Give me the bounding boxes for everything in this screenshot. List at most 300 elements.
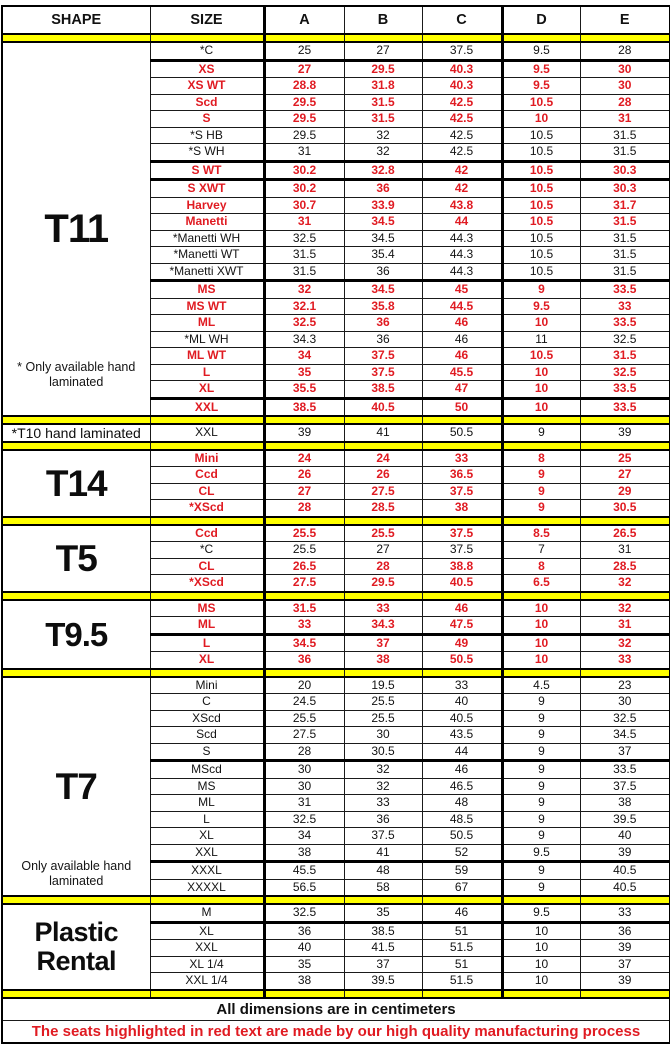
value-cell: 45.5 [264, 862, 344, 880]
value-cell: 31.5 [580, 230, 670, 247]
divider-cell [580, 416, 670, 424]
value-cell: 20 [264, 677, 344, 694]
footer-row [2, 1020, 670, 1043]
size-cell: XXXXL [150, 879, 264, 896]
value-cell: 28 [264, 743, 344, 761]
size-cell: ML [150, 617, 264, 635]
value-cell: 37 [344, 956, 422, 973]
size-cell: MS WT [150, 298, 264, 315]
value-cell: 31.5 [580, 127, 670, 144]
value-cell: 28 [580, 94, 670, 111]
value-cell: 10.5 [502, 263, 580, 281]
size-cell: XScd [150, 710, 264, 727]
value-cell: 25 [264, 42, 344, 60]
value-cell: 10.5 [502, 127, 580, 144]
column-header: D [502, 6, 580, 34]
divider-cell [264, 416, 344, 424]
table-row [2, 600, 670, 617]
column-header: SIZE [150, 6, 264, 34]
table-row [2, 424, 670, 442]
value-cell: 32.5 [264, 811, 344, 828]
value-cell: 48.5 [422, 811, 502, 828]
value-cell: 25.5 [344, 710, 422, 727]
red-highlight-note: The seats highlighted in red text are made by our high quality manufacturing process [2, 1020, 670, 1043]
value-cell: 42 [422, 180, 502, 198]
value-cell: 42.5 [422, 111, 502, 128]
value-cell: 36 [344, 315, 422, 332]
divider-cell [2, 416, 150, 424]
table-row [2, 525, 670, 542]
size-cell: S XWT [150, 180, 264, 198]
value-cell: 31 [580, 617, 670, 635]
value-cell: 34.5 [344, 281, 422, 299]
value-cell: 35 [264, 364, 344, 381]
value-cell: 37.5 [422, 542, 502, 559]
value-cell: 10.5 [502, 230, 580, 247]
size-cell: MS [150, 600, 264, 617]
value-cell: 67 [422, 879, 502, 896]
value-cell: 30.2 [264, 180, 344, 198]
value-cell: 31.5 [580, 247, 670, 264]
value-cell: 32 [264, 281, 344, 299]
value-cell: 24.5 [264, 694, 344, 711]
value-cell: 25 [580, 450, 670, 467]
size-cell: *S WH [150, 144, 264, 162]
value-cell: 30 [580, 694, 670, 711]
divider-cell [264, 669, 344, 677]
divider-cell [344, 416, 422, 424]
divider-cell [344, 442, 422, 450]
shape-cell [2, 525, 150, 592]
value-cell: 45.5 [422, 364, 502, 381]
value-cell: 28.5 [344, 500, 422, 517]
value-cell: 38 [422, 500, 502, 517]
value-cell: 32 [344, 144, 422, 162]
value-cell: 27.5 [264, 575, 344, 592]
value-cell: 32.1 [264, 298, 344, 315]
value-cell: 9 [502, 761, 580, 779]
divider-cell [422, 990, 502, 998]
value-cell: 32 [580, 634, 670, 652]
size-cell: XXL [150, 940, 264, 957]
value-cell: 28 [580, 42, 670, 60]
value-cell: 31.7 [580, 197, 670, 214]
size-cell: *C [150, 42, 264, 60]
value-cell: 39 [264, 424, 344, 442]
value-cell: 40.5 [422, 575, 502, 592]
value-cell: 36 [580, 922, 670, 940]
value-cell: 40.5 [580, 862, 670, 880]
value-cell: 33 [422, 677, 502, 694]
divider-cell [344, 592, 422, 600]
size-cell: ML [150, 795, 264, 812]
value-cell: 9 [502, 862, 580, 880]
value-cell: 36 [264, 652, 344, 669]
table-row [2, 450, 670, 467]
divider-cell [344, 896, 422, 904]
size-cell: *XScd [150, 500, 264, 517]
size-cell: XL [150, 381, 264, 399]
value-cell: 30.5 [344, 743, 422, 761]
size-cell: S [150, 111, 264, 128]
value-cell: 25.5 [264, 710, 344, 727]
divider-cell [422, 896, 502, 904]
size-cell: *Manetti WH [150, 230, 264, 247]
value-cell: 32.5 [264, 230, 344, 247]
divider-cell [2, 669, 150, 677]
value-cell: 40.5 [422, 710, 502, 727]
value-cell: 33.5 [580, 281, 670, 299]
value-cell: 9 [502, 743, 580, 761]
shape-note: * Only available hand laminated [17, 360, 136, 389]
value-cell: 36 [344, 180, 422, 198]
table-row [2, 42, 670, 60]
value-cell: 10.5 [502, 144, 580, 162]
value-cell: 31 [264, 214, 344, 231]
value-cell: 38 [580, 795, 670, 812]
divider-cell [150, 34, 264, 42]
size-cell: Ccd [150, 467, 264, 484]
value-cell: 44.3 [422, 263, 502, 281]
value-cell: 35.4 [344, 247, 422, 264]
value-cell: 11 [502, 331, 580, 348]
divider-cell [502, 34, 580, 42]
value-cell: 10.5 [502, 180, 580, 198]
value-cell: 9.5 [502, 298, 580, 315]
value-cell: 10 [502, 364, 580, 381]
divider-cell [344, 669, 422, 677]
value-cell: 45 [422, 281, 502, 299]
shape-label: T5 [55, 537, 97, 579]
value-cell: 47.5 [422, 617, 502, 635]
value-cell: 50 [422, 398, 502, 416]
value-cell: 10 [502, 111, 580, 128]
divider-cell [264, 34, 344, 42]
value-cell: 40.3 [422, 78, 502, 95]
value-cell: 10 [502, 973, 580, 990]
value-cell: 10 [502, 652, 580, 669]
size-cell: XS [150, 60, 264, 78]
value-cell: 26 [344, 467, 422, 484]
shape-cell [2, 450, 150, 517]
divider-cell [422, 416, 502, 424]
value-cell: 34.3 [264, 331, 344, 348]
value-cell: 9 [502, 483, 580, 500]
divider-cell [264, 896, 344, 904]
divider-cell [580, 517, 670, 525]
value-cell: 51 [422, 956, 502, 973]
divider-cell [344, 34, 422, 42]
value-cell: 4.5 [502, 677, 580, 694]
value-cell: 38.5 [264, 398, 344, 416]
value-cell: 39 [580, 940, 670, 957]
value-cell: 30 [344, 727, 422, 744]
value-cell: 30 [264, 778, 344, 795]
value-cell: 51 [422, 922, 502, 940]
size-cell: CL [150, 483, 264, 500]
shape-note: Only available hand laminated [21, 859, 132, 888]
value-cell: 35.8 [344, 298, 422, 315]
shape-cell [2, 904, 150, 990]
value-cell: 42.5 [422, 127, 502, 144]
divider-row [2, 34, 670, 42]
value-cell: 33 [422, 450, 502, 467]
value-cell: 36 [264, 922, 344, 940]
value-cell: 10.5 [502, 214, 580, 231]
value-cell: 8 [502, 450, 580, 467]
value-cell: 19.5 [344, 677, 422, 694]
divider-cell [2, 442, 150, 450]
size-cell: Mini [150, 450, 264, 467]
divider-cell [502, 896, 580, 904]
value-cell: 10.5 [502, 247, 580, 264]
value-cell: 26.5 [580, 525, 670, 542]
value-cell: 9 [502, 467, 580, 484]
value-cell: 27 [264, 60, 344, 78]
size-cell: Harvey [150, 197, 264, 214]
value-cell: 10 [502, 617, 580, 635]
value-cell: 31 [580, 542, 670, 559]
value-cell: 27 [344, 542, 422, 559]
value-cell: 25.5 [264, 525, 344, 542]
value-cell: 31 [264, 795, 344, 812]
size-cell: *Manetti WT [150, 247, 264, 264]
value-cell: 31.5 [580, 263, 670, 281]
size-cell: *Manetti XWT [150, 263, 264, 281]
value-cell: 50.5 [422, 828, 502, 845]
divider-cell [150, 990, 264, 998]
value-cell: 24 [264, 450, 344, 467]
header-row [2, 6, 670, 34]
value-cell: 30 [580, 60, 670, 78]
shape-label: T11 [44, 207, 109, 251]
value-cell: 37.5 [344, 348, 422, 365]
divider-cell [580, 442, 670, 450]
column-header: A [264, 6, 344, 34]
value-cell: 29.5 [264, 94, 344, 111]
value-cell: 24 [344, 450, 422, 467]
divider-cell [502, 517, 580, 525]
divider-cell [150, 896, 264, 904]
divider-cell [502, 416, 580, 424]
value-cell: 39.5 [344, 973, 422, 990]
value-cell: 46.5 [422, 778, 502, 795]
value-cell: 37.5 [422, 525, 502, 542]
value-cell: 41 [344, 424, 422, 442]
value-cell: 34.5 [344, 230, 422, 247]
value-cell: 42.5 [422, 94, 502, 111]
value-cell: 29.5 [264, 111, 344, 128]
value-cell: 9.5 [502, 60, 580, 78]
value-cell: 10 [502, 600, 580, 617]
value-cell: 36 [344, 811, 422, 828]
divider-row [2, 990, 670, 998]
value-cell: 32 [344, 778, 422, 795]
value-cell: 9.5 [502, 42, 580, 60]
value-cell: 32.8 [344, 161, 422, 180]
value-cell: 6.5 [502, 575, 580, 592]
value-cell: 9.5 [502, 904, 580, 922]
value-cell: 9 [502, 694, 580, 711]
value-cell: 27.5 [264, 727, 344, 744]
divider-cell [580, 896, 670, 904]
size-cell: Ccd [150, 525, 264, 542]
divider-cell [150, 517, 264, 525]
value-cell: 31.5 [344, 111, 422, 128]
value-cell: 9.5 [502, 78, 580, 95]
value-cell: 41.5 [344, 940, 422, 957]
value-cell: 29.5 [264, 127, 344, 144]
value-cell: 51.5 [422, 973, 502, 990]
size-cell: XL [150, 828, 264, 845]
value-cell: 33 [580, 298, 670, 315]
value-cell: 38.5 [344, 381, 422, 399]
value-cell: 44.3 [422, 247, 502, 264]
value-cell: 37.5 [422, 42, 502, 60]
value-cell: 47 [422, 381, 502, 399]
value-cell: 46 [422, 315, 502, 332]
value-cell: 23 [580, 677, 670, 694]
divider-cell [422, 34, 502, 42]
divider-cell [422, 517, 502, 525]
size-cell: CL [150, 558, 264, 575]
value-cell: 32.5 [264, 904, 344, 922]
shape-label: Plastic Rental [34, 917, 119, 976]
value-cell: 31.5 [580, 214, 670, 231]
shape-cell [2, 677, 150, 897]
size-cell: L [150, 364, 264, 381]
size-cell: C [150, 694, 264, 711]
divider-cell [150, 442, 264, 450]
value-cell: 50.5 [422, 424, 502, 442]
size-cell: MS [150, 281, 264, 299]
value-cell: 43.8 [422, 197, 502, 214]
divider-cell [502, 592, 580, 600]
value-cell: 36 [344, 263, 422, 281]
value-cell: 34.3 [344, 617, 422, 635]
value-cell: 46 [422, 904, 502, 922]
value-cell: 30.2 [264, 161, 344, 180]
divider-cell [580, 34, 670, 42]
value-cell: 51.5 [422, 940, 502, 957]
value-cell: 43.5 [422, 727, 502, 744]
divider-cell [580, 990, 670, 998]
divider-cell [150, 669, 264, 677]
divider-cell [502, 669, 580, 677]
value-cell: 32.5 [580, 331, 670, 348]
value-cell: 10 [502, 398, 580, 416]
divider-row [2, 669, 670, 677]
value-cell: 42.5 [422, 144, 502, 162]
value-cell: 33.5 [580, 315, 670, 332]
value-cell: 39 [580, 424, 670, 442]
size-cell: XL 1/4 [150, 956, 264, 973]
table-row [2, 677, 670, 694]
column-header: E [580, 6, 670, 34]
size-cell: *S HB [150, 127, 264, 144]
value-cell: 32.5 [580, 364, 670, 381]
size-cell: XL [150, 652, 264, 669]
value-cell: 9 [502, 281, 580, 299]
size-cell: XXL [150, 424, 264, 442]
value-cell: 10 [502, 315, 580, 332]
divider-cell [150, 416, 264, 424]
value-cell: 37.5 [344, 364, 422, 381]
value-cell: 39 [580, 973, 670, 990]
size-cell: MScd [150, 761, 264, 779]
value-cell: 52 [422, 844, 502, 862]
value-cell: 44.3 [422, 230, 502, 247]
value-cell: 38 [264, 844, 344, 862]
divider-cell [422, 592, 502, 600]
value-cell: 32 [580, 600, 670, 617]
value-cell: 28 [344, 558, 422, 575]
value-cell: 34.5 [344, 214, 422, 231]
size-cell: ML WT [150, 348, 264, 365]
shape-label: T7 [55, 765, 97, 807]
value-cell: 35.5 [264, 381, 344, 399]
divider-cell [264, 442, 344, 450]
size-cell: Scd [150, 727, 264, 744]
size-cell: *ML WH [150, 331, 264, 348]
divider-cell [422, 669, 502, 677]
shape-label: T9.5 [45, 615, 108, 653]
value-cell: 58 [344, 879, 422, 896]
value-cell: 59 [422, 862, 502, 880]
divider-cell [2, 34, 150, 42]
units-note: All dimensions are in centimeters [2, 998, 670, 1021]
value-cell: 37 [580, 956, 670, 973]
value-cell: 32 [344, 127, 422, 144]
value-cell: 46 [422, 348, 502, 365]
value-cell: 38.5 [344, 922, 422, 940]
divider-cell [580, 669, 670, 677]
value-cell: 27 [580, 467, 670, 484]
value-cell: 9 [502, 727, 580, 744]
value-cell: 42 [422, 161, 502, 180]
size-cell: XS WT [150, 78, 264, 95]
value-cell: 31.5 [580, 348, 670, 365]
size-cell: *C [150, 542, 264, 559]
value-cell: 10.5 [502, 161, 580, 180]
value-cell: 31 [264, 144, 344, 162]
value-cell: 33 [580, 904, 670, 922]
divider-cell [150, 592, 264, 600]
shape-label: T14 [45, 462, 107, 504]
value-cell: 9 [502, 500, 580, 517]
divider-cell [2, 990, 150, 998]
value-cell: 9 [502, 710, 580, 727]
value-cell: 30.5 [580, 500, 670, 517]
value-cell: 44.5 [422, 298, 502, 315]
value-cell: 33.5 [580, 761, 670, 779]
value-cell: 37 [580, 743, 670, 761]
value-cell: 39.5 [580, 811, 670, 828]
value-cell: 36 [344, 331, 422, 348]
value-cell: 56.5 [264, 879, 344, 896]
value-cell: 10 [502, 940, 580, 957]
value-cell: 32.5 [264, 315, 344, 332]
value-cell: 31.5 [264, 263, 344, 281]
value-cell: 46 [422, 331, 502, 348]
value-cell: 31.5 [580, 144, 670, 162]
value-cell: 48 [422, 795, 502, 812]
value-cell: 10.5 [502, 94, 580, 111]
size-cell: MS [150, 778, 264, 795]
divider-cell [264, 592, 344, 600]
value-cell: 9.5 [502, 844, 580, 862]
shape-label: *T10 hand laminated [11, 424, 141, 441]
